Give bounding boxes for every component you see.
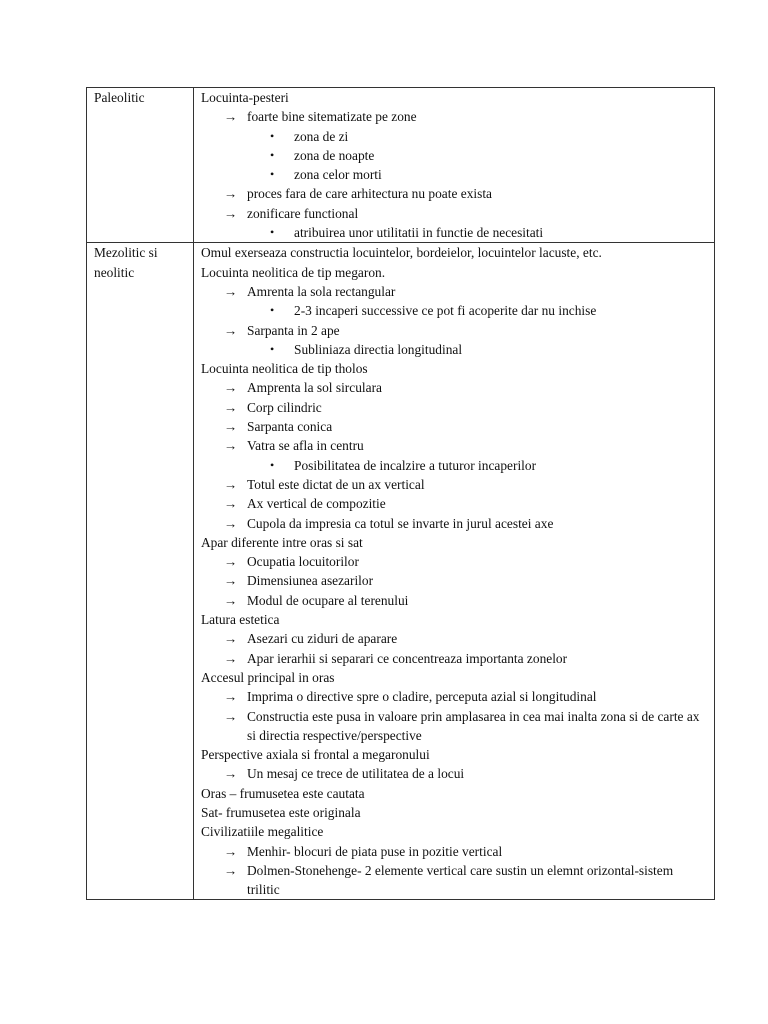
line-text: Perspective axiala si frontal a megaronului — [201, 747, 430, 763]
arrow-item — [194, 687, 714, 706]
arrow-item — [194, 475, 714, 494]
line-text: Amprenta la sol sirculara — [247, 380, 382, 396]
bullet-item — [194, 223, 714, 242]
arrow-item — [194, 842, 714, 861]
line-text: proces fara de care arhitectura nu poate exista — [247, 186, 492, 202]
line-text: zona celor morti — [294, 167, 382, 183]
line-text: Constructia este pusa in valoare prin amplasarea in cea mai inalta zona si de carte ax si directia respective/perspective — [247, 708, 700, 743]
content-cell — [194, 243, 715, 900]
arrow-item — [194, 707, 714, 746]
arrow-item — [194, 107, 714, 126]
line-text: Imprima o directive spre o cladire, perceputa azial si longitudinal — [247, 689, 597, 705]
heading-line — [194, 668, 714, 687]
arrow-icon: → — [224, 399, 238, 415]
period-label: Mezolitic si — [94, 245, 158, 261]
arrow-item — [194, 204, 714, 223]
table-row — [87, 243, 715, 900]
bullet-icon: • — [270, 303, 275, 318]
line-text: atribuirea unor utilitatii in functie de necesitati — [294, 225, 544, 241]
heading-line — [194, 745, 714, 764]
line-text: Un mesaj ce trece de utilitatea de a locui — [247, 766, 465, 782]
notes-table — [86, 87, 715, 900]
period-label: Paleolitic — [94, 90, 145, 105]
arrow-item — [194, 282, 714, 301]
line-text: Menhir- blocuri de piata puse in pozitie vertical — [247, 843, 503, 859]
arrow-icon: → — [224, 496, 238, 512]
arrow-icon: → — [224, 109, 238, 125]
line-text: Apar diferente intre oras si sat — [201, 534, 363, 550]
arrow-icon: → — [224, 515, 238, 531]
arrow-item — [194, 552, 714, 571]
arrow-item — [194, 629, 714, 648]
table-row — [87, 88, 715, 243]
bullet-icon: • — [270, 147, 275, 162]
line-text: Sarpanta conica — [247, 419, 333, 435]
line-text: foarte bine sitematizate pe zone — [247, 109, 417, 125]
line-text: Cupola da impresia ca totul se invarte in jurul acestei axe — [247, 515, 554, 531]
heading-line — [194, 243, 714, 262]
arrow-item — [194, 861, 714, 900]
arrow-item — [194, 378, 714, 397]
bullet-icon: • — [270, 341, 275, 356]
bullet-icon: • — [270, 225, 275, 240]
line-text: Ax vertical de compozitie — [247, 496, 386, 512]
line-text: zonificare functional — [247, 205, 359, 221]
bullet-item — [194, 456, 714, 475]
line-text: Accesul principal in oras — [201, 669, 335, 685]
arrow-icon: → — [224, 650, 238, 666]
heading-line — [194, 610, 714, 629]
line-text: Omul exerseaza constructia locuintelor, bordeielor, locuintelor lacuste, etc. — [201, 245, 602, 261]
arrow-item — [194, 591, 714, 610]
line-text: Locuinta neolitica de tip megaron. — [201, 264, 386, 280]
line-text: zona de zi — [294, 128, 349, 144]
arrow-icon: → — [224, 708, 238, 724]
bullet-icon: • — [270, 128, 275, 143]
arrow-icon: → — [224, 554, 238, 570]
line-text: Latura estetica — [201, 612, 280, 628]
line-text: Asezari cu ziduri de aparare — [247, 631, 398, 647]
bullet-item — [194, 165, 714, 184]
line-text: 2-3 incaperi successive ce pot fi acoperite dar nu inchise — [294, 303, 597, 319]
arrow-icon: → — [224, 843, 238, 859]
arrow-icon: → — [224, 476, 238, 492]
line-text: Apar ierarhii si separari ce concentreaza importanta zonelor — [247, 650, 568, 666]
arrow-icon: → — [224, 766, 238, 782]
heading-line — [194, 88, 714, 107]
bullet-icon: • — [270, 457, 275, 472]
content-cell — [194, 88, 715, 243]
arrow-item — [194, 436, 714, 455]
bullet-item — [194, 146, 714, 165]
period-cell — [87, 88, 194, 243]
line-text: Civilizatiile megalitice — [201, 824, 324, 840]
bullet-item — [194, 127, 714, 146]
arrow-icon: → — [224, 380, 238, 396]
period-label: neolitic — [94, 264, 135, 280]
heading-line — [194, 263, 714, 282]
arrow-item — [194, 184, 714, 203]
line-text: Dimensiunea asezarilor — [247, 573, 374, 589]
line-text: Locuinta-pesteri — [201, 90, 289, 105]
bullet-item — [194, 301, 714, 320]
line-text: Corp cilindric — [247, 399, 322, 415]
arrow-item — [194, 417, 714, 436]
line-text: Oras – frumusetea este cautata — [201, 785, 365, 801]
heading-line — [194, 359, 714, 378]
bullet-item — [194, 340, 714, 359]
arrow-icon: → — [224, 419, 238, 435]
arrow-icon: → — [224, 186, 238, 202]
line-text: Amrenta la sola rectangular — [247, 283, 396, 299]
period-cell — [87, 243, 194, 900]
line-text: Locuinta neolitica de tip tholos — [201, 361, 368, 377]
arrow-item — [194, 321, 714, 340]
arrow-item — [194, 514, 714, 533]
line-text: Posibilitatea de incalzire a tuturor incaperilor — [294, 457, 537, 473]
heading-line — [194, 803, 714, 822]
line-text: Totul este dictat de un ax vertical — [247, 476, 425, 492]
arrow-icon: → — [224, 862, 238, 878]
heading-line — [194, 533, 714, 552]
line-text: Vatra se afla in centru — [247, 438, 364, 454]
arrow-icon: → — [224, 689, 238, 705]
line-text: Sat- frumusetea este originala — [201, 804, 361, 820]
arrow-item — [194, 764, 714, 783]
arrow-icon: → — [224, 322, 238, 338]
bullet-icon: • — [270, 167, 275, 182]
arrow-icon: → — [224, 592, 238, 608]
line-text: Sarpanta in 2 ape — [247, 322, 340, 338]
heading-line — [194, 784, 714, 803]
heading-line — [194, 822, 714, 841]
arrow-item — [194, 398, 714, 417]
arrow-icon: → — [224, 573, 238, 589]
arrow-icon: → — [224, 205, 238, 221]
line-text: Dolmen-Stonehenge- 2 elemente vertical care sustin un elemnt orizontal-sistem trilitic — [247, 862, 674, 898]
line-text: Ocupatia locuitorilor — [247, 554, 359, 570]
arrow-item — [194, 649, 714, 668]
line-text: zona de noapte — [294, 147, 375, 163]
arrow-item — [194, 571, 714, 590]
arrow-icon: → — [224, 438, 238, 454]
notes-table-body — [87, 88, 715, 900]
line-text: Modul de ocupare al terenului — [247, 592, 409, 608]
arrow-icon: → — [224, 631, 238, 647]
line-text: Subliniaza directia longitudinal — [294, 341, 463, 357]
arrow-icon: → — [224, 283, 238, 299]
arrow-item — [194, 494, 714, 513]
